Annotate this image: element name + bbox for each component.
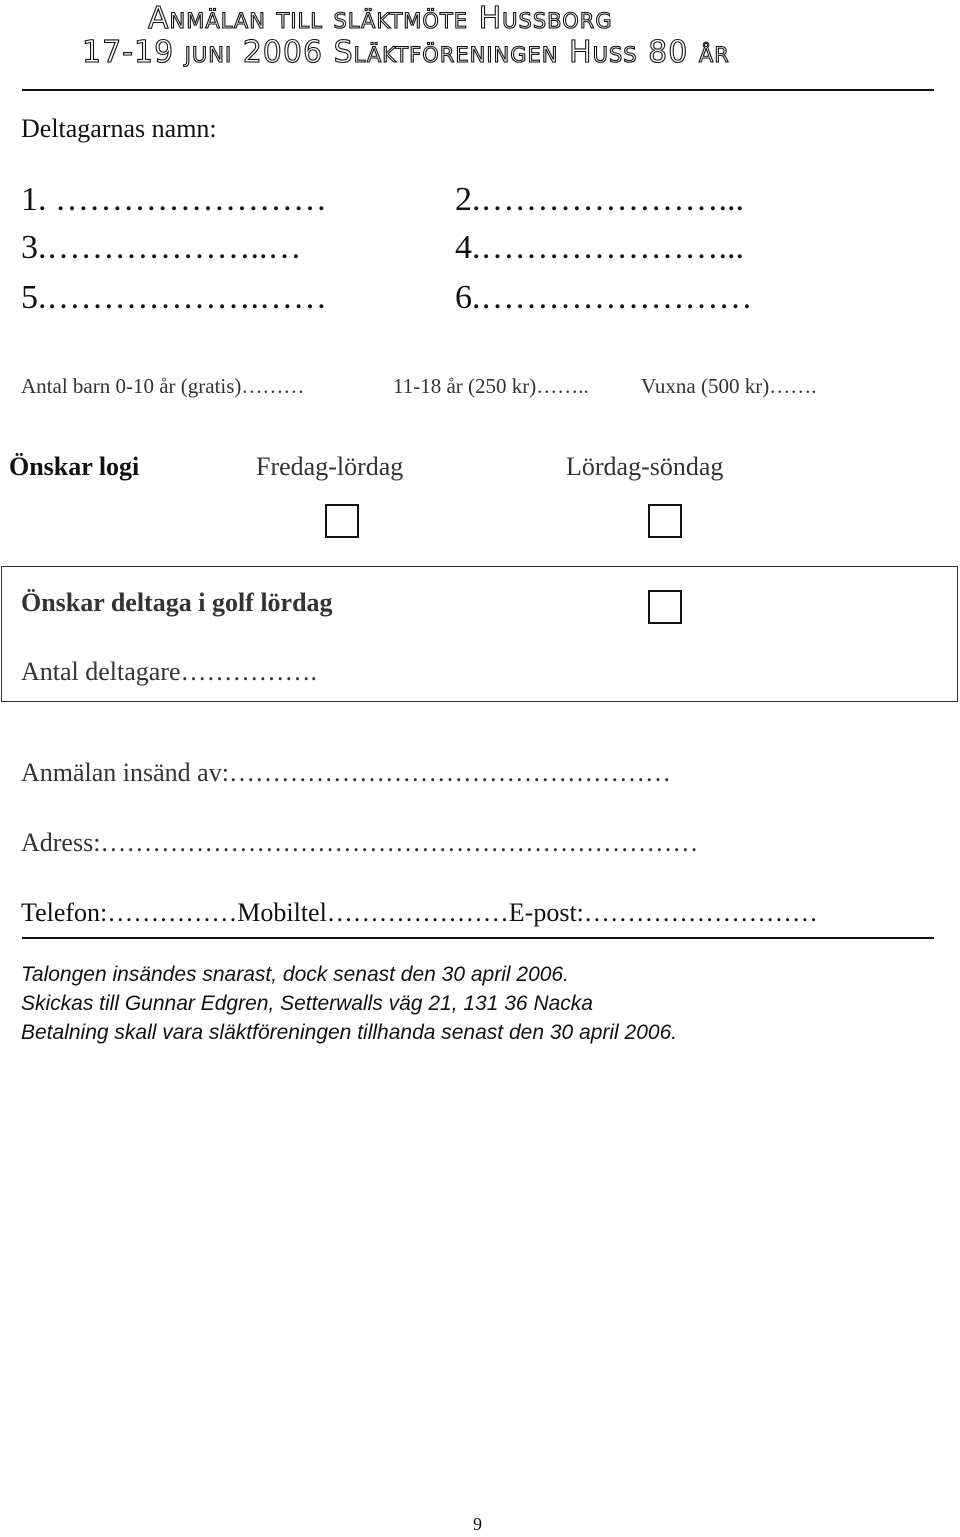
golf-checkbox[interactable] [648,590,682,624]
participant-slot-3: 3.………………..… [21,229,302,266]
address-field: Adress:…………………………………………………………… [21,828,699,857]
participant-slot-4: 4.…………………... [455,229,744,266]
lodging-option-fri-sat-label: Fredag-lördag [256,452,404,481]
contact-rule [22,937,934,939]
form-title: Anmälan till släktmöte Hussborg [148,1,613,36]
golf-label: Önskar deltaga i golf lördag [21,588,333,617]
participant-slot-5: 5.……………….…… [21,279,327,316]
page-number: 9 [473,1514,482,1534]
mail-address-note: Skickas till Gunnar Edgren, Setterwalls väg 21, 131 36 Nacka [21,992,593,1015]
youth-count: 11-18 år (250 kr)…….. [393,374,589,398]
adult-count: Vuxna (500 kr)……. [641,374,817,398]
participant-slot-1: 1. …………………… [21,181,327,218]
lodging-label: Önskar logi [9,452,140,481]
golf-participants-count: Antal deltagare……………. [21,657,318,686]
children-count: Antal barn 0-10 år (gratis)……… [21,374,305,398]
payment-note: Betalning skall vara släktföreningen tillhanda senast den 30 april 2006. [21,1021,678,1044]
lodging-sat-sun-checkbox[interactable] [648,504,682,538]
participants-label: Deltagarnas namn: [21,114,217,143]
phone-field: Telefon:……………Mobiltel…………………E-post:……………………… [21,898,818,927]
sent-by-field: Anmälan insänd av:…………………………………………… [21,758,671,787]
participant-slot-6: 6.…………………… [455,279,753,316]
participant-slot-2: 2.…………………... [455,181,744,218]
lodging-fri-sat-checkbox[interactable] [325,504,359,538]
form-subtitle: 17-19 juni 2006 Släktföreningen Huss 80 år [82,35,730,70]
header-rule [22,89,934,91]
lodging-option-sat-sun-label: Lördag-söndag [566,452,724,481]
deadline-note: Talongen insändes snarast, dock senast den 30 april 2006. [21,963,569,986]
